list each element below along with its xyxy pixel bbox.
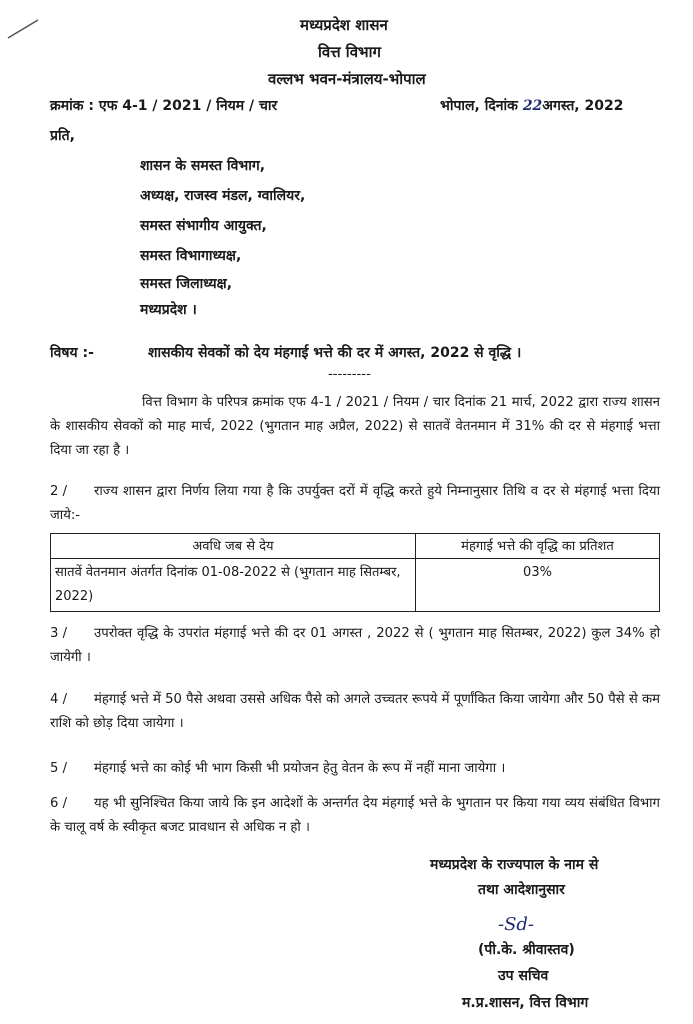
header-state-government: मध्यप्रदेश शासन: [300, 16, 388, 34]
paragraph-number: 6 /: [50, 796, 68, 811]
subject-divider: ---------: [328, 367, 371, 382]
date-month-year: अगस्त, 2022: [542, 98, 624, 114]
subject-text: शासकीय सेवकों को देय मंहगाई भत्ते की दर में अगस्त, 2022 से वृद्धि ।: [148, 345, 522, 361]
column-header-percent: मंहगाई भत्ते की वृद्धि का प्रतिशत: [416, 534, 660, 559]
recipient-line: मध्यप्रदेश ।: [140, 302, 197, 318]
recipient-line: समस्त जिलाध्यक्ष,: [140, 276, 233, 292]
place-and-date: [440, 96, 623, 115]
recipient-line: शासन के समस्त विभाग,: [140, 158, 266, 174]
place-date-prefix: भोपाल, दिनांक: [440, 98, 523, 114]
paragraph-5: [50, 757, 660, 781]
table-header-row: [51, 534, 660, 559]
cell-period: सातवें वेतनमान अंतर्गत दिनांक 01-08-2022 से (भुगतान माह सितम्बर, 2022): [51, 559, 416, 612]
column-header-period: अवधि जब से देय: [51, 534, 416, 559]
handwritten-sd-signature: -Sd-: [498, 914, 535, 935]
cell-percent: 03%: [416, 559, 660, 612]
header-finance-department: वित्त विभाग: [318, 43, 381, 61]
paragraph-2-text: राज्य शासन द्वारा निर्णय लिया गया है कि उपर्युक्त दरों में वृद्धि करते हुये निम्नानुसार तिथि व दर से मंहगाई भत्ता दिया जाये:-: [50, 484, 660, 523]
paragraph-4-text: मंहगाई भत्ते में 50 पैसे अथवा उससे अधिक पैसे को अगले उच्चतर रूपये में पूर्णांकित किया जायेगा और 50 पैसे से कम राशि को छोड़ दिया जायेगा ।: [50, 692, 660, 731]
paragraph-5-text: मंहगाई भत्ते का कोई भी भाग किसी भी प्रयोजन हेतु वेतन के रूप में नहीं माना जायेगा ।: [94, 761, 506, 776]
da-increase-table: [50, 533, 660, 612]
table-row: [51, 559, 660, 612]
paragraph-2: [50, 480, 660, 528]
to-label: प्रति,: [50, 128, 75, 144]
paragraph-6: [50, 792, 660, 840]
paragraph-1: [50, 391, 660, 463]
paragraph-4: [50, 688, 660, 736]
paragraph-number: 5 /: [50, 761, 68, 776]
paragraph-number: 3 /: [50, 626, 68, 641]
recipient-line: समस्त विभागाध्यक्ष,: [140, 248, 242, 264]
recipient-line: समस्त संभागीय आयुक्त,: [140, 218, 267, 234]
order-number: क्रमांक : एफ 4-1 / 2021 / नियम / चार: [50, 98, 278, 114]
signature-authority-line: मध्यप्रदेश के राज्यपाल के नाम से: [430, 857, 599, 873]
signatory-name: (पी.के. श्रीवास्तव): [478, 942, 575, 958]
signatory-designation: उप सचिव: [498, 968, 549, 984]
header-address: वल्लभ भवन-मंत्रालय-भोपाल: [268, 70, 426, 88]
paragraph-3: [50, 622, 660, 670]
signature-order-line: तथा आदेशानुसार: [478, 882, 565, 898]
paragraph-1-text: वित्त विभाग के परिपत्र क्रमांक एफ 4-1 / 2021 / नियम / चार दिनांक 21 मार्च, 2022 द्वारा राज्य शासन के शासकीय सेवकों को माह मार्च, 2022 (भुगतान माह अप्रैल, 2022) से सातवें वेतनमान में 31% की दर से मंहगाई भत्ता दिया जा रहा है ।: [50, 395, 660, 458]
pen-stroke-mark: [6, 18, 40, 40]
signatory-office: म.प्र.शासन, वित्त विभाग: [462, 995, 589, 1011]
paragraph-number: 2 /: [50, 484, 68, 499]
paragraph-3-text: उपरोक्त वृद्धि के उपरांत मंहगाई भत्ते की दर 01 अगस्त , 2022 से ( भुगतान माह सितम्बर, 2022) कुल 34% हो जायेगी ।: [50, 626, 660, 665]
handwritten-date: 22: [522, 98, 543, 114]
recipient-line: अध्यक्ष, राजस्व मंडल, ग्वालियर,: [140, 188, 306, 204]
subject-label: विषय :-: [50, 345, 94, 361]
paragraph-6-text: यह भी सुनिश्चित किया जाये कि इन आदेशों के अन्तर्गत देय मंहगाई भत्ते के भुगतान पर किया गया व्यय संबंधित विभाग के चालू वर्ष के स्वीकृत बजट प्रावधान से अधिक न हो ।: [50, 796, 660, 835]
paragraph-number: 4 /: [50, 692, 68, 707]
